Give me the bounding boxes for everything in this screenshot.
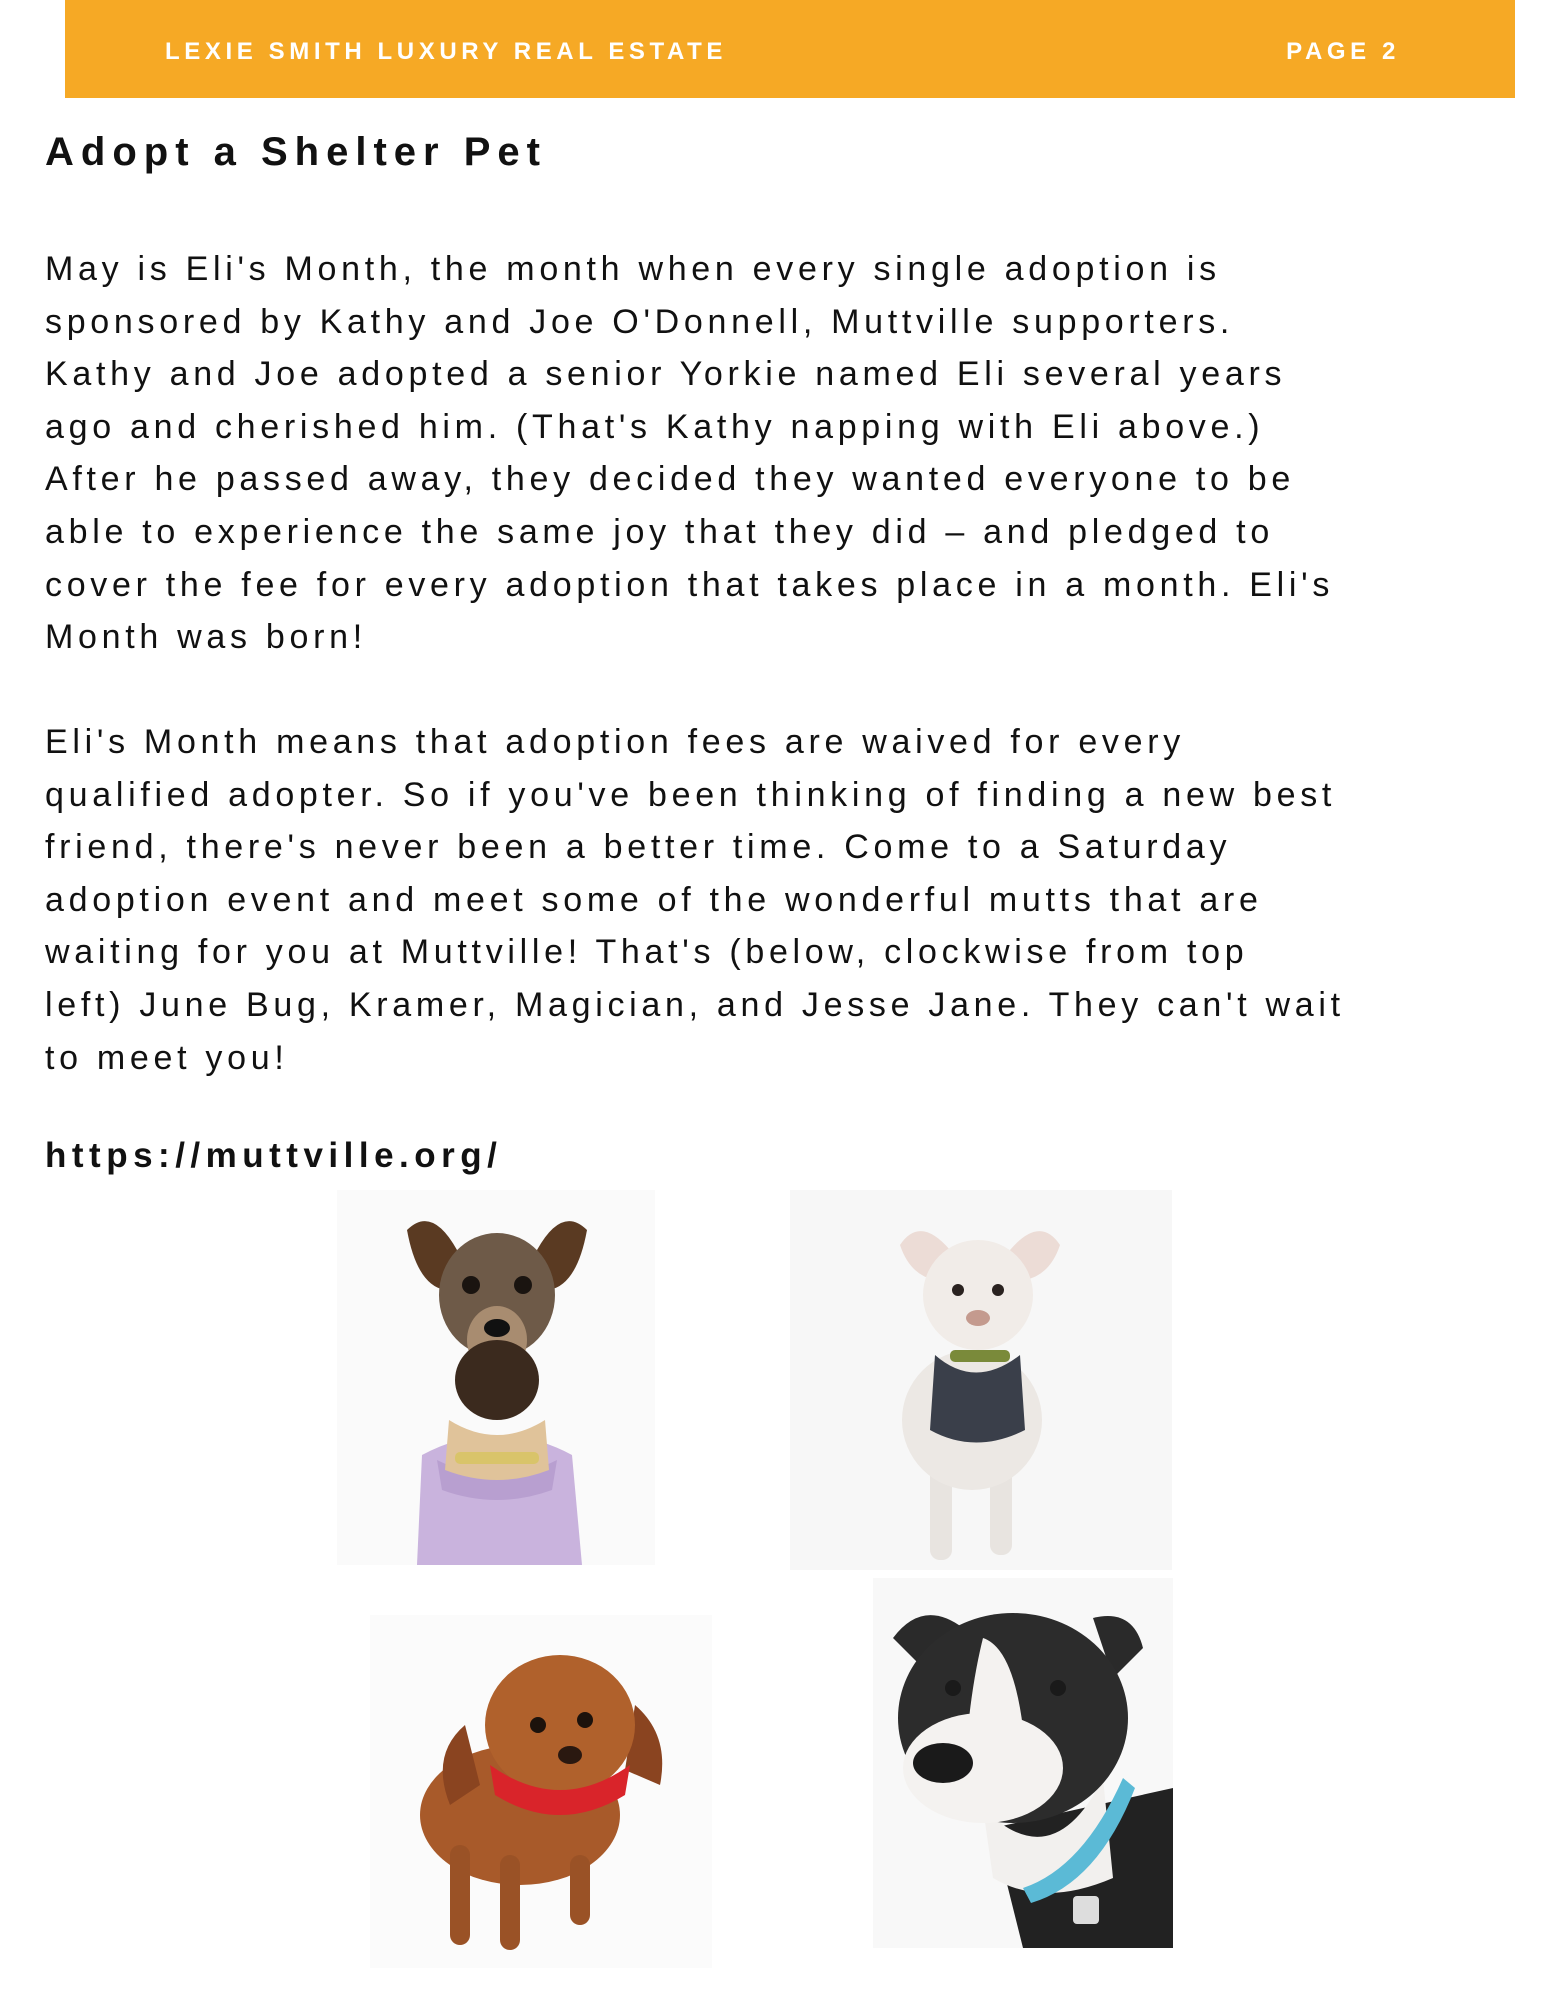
dog-photo-jesse-jane (873, 1578, 1173, 1948)
dog-photo-june-bug (337, 1190, 655, 1565)
article-paragraph-1: May is Eli's Month, the month when every single adoption is sponsored by Kathy and Joe O'Donnell, Muttville supporters. Kathy and Joe adopted a senior Yorkie named Eli several years ago and cherished him. (That's Kathy napping with Eli above.) After he passed away, they decided they wanted everyone to be able to experience the same joy that they did – and pledged to cover the fee for every adoption that takes place in a month. Eli's Month was born! (45, 250, 1335, 657)
dog-photo-kramer (790, 1190, 1172, 1570)
header-bar (65, 0, 1515, 98)
page-number: PAGE 2 (1286, 38, 1400, 65)
article-title: Adopt a Shelter Pet (45, 130, 547, 174)
brand-name: LEXIE SMITH LUXURY REAL ESTATE (165, 38, 728, 65)
dog-photo-magician (370, 1615, 712, 1968)
muttville-link[interactable]: https://muttville.org/ (45, 1136, 503, 1175)
article-paragraph-2: Eli's Month means that adoption fees are waived for every qualified adopter. So if you've been thinking of finding a new best friend, there's never been a better time. Come to a Saturday adoption event and meet some of the wonderful mutts that are waiting for you at Muttville! That's (below, clockwise from top left) June Bug, Kramer, Magician, and Jesse Jane. They can't wait to meet you! (45, 723, 1345, 1077)
